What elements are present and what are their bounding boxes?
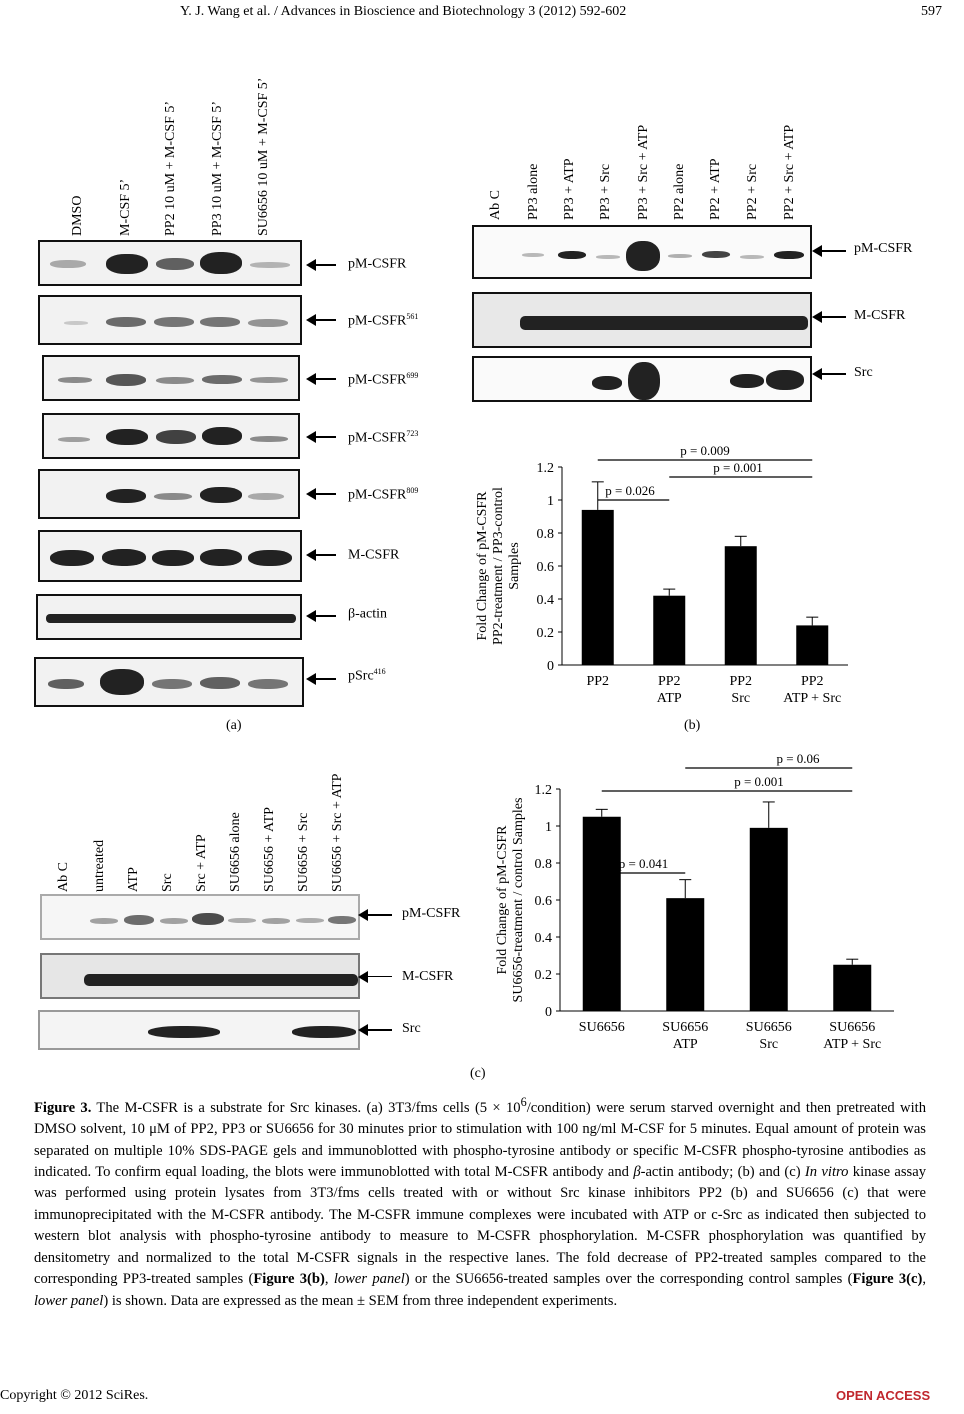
p-value-label: p = 0.026 bbox=[605, 483, 655, 498]
x-tick-label: ATP bbox=[672, 1037, 698, 1052]
page-number: 597 bbox=[921, 4, 942, 19]
lane-label: Src + ATP bbox=[194, 834, 209, 892]
bar bbox=[796, 625, 828, 665]
arrow-indicator bbox=[312, 554, 336, 556]
western-blot-beta-actin bbox=[36, 594, 302, 640]
blot-label: M-CSFR bbox=[348, 547, 400, 563]
y-tick-label: 0.4 bbox=[536, 593, 554, 608]
lane-label: PP2 + ATP bbox=[708, 158, 723, 220]
blot-label: β-actin bbox=[348, 606, 387, 622]
caption-italic: In vitro bbox=[804, 1164, 849, 1181]
running-header bbox=[0, 4, 964, 24]
copyright-notice: Copyright © 2012 SciRes. bbox=[0, 1388, 149, 1403]
western-blot-pm-csfr bbox=[38, 240, 302, 286]
y-axis-label: Fold Change of pM-CSFR bbox=[475, 491, 490, 641]
lane-label: PP3 alone bbox=[526, 163, 541, 220]
blot-label: Src bbox=[854, 365, 873, 380]
blot-label: pM-CSFR bbox=[854, 241, 913, 256]
y-tick-label: 0.8 bbox=[534, 857, 552, 872]
caption-italic: β bbox=[633, 1164, 641, 1181]
y-axis-label: Fold Change of pM-CSFR bbox=[495, 825, 510, 975]
caption-text: , bbox=[922, 1271, 926, 1288]
caption-text: -actin antibody; (b) and (c) bbox=[640, 1164, 805, 1181]
lane-label: PP2 + Src bbox=[745, 163, 760, 220]
x-tick-label: PP2 bbox=[657, 674, 681, 689]
y-tick-label: 1 bbox=[545, 820, 552, 835]
blot-label: pM-CSFR$^{809}$ bbox=[348, 486, 419, 503]
x-tick-label: ATP + Src bbox=[783, 691, 842, 706]
y-tick-label: 0.2 bbox=[534, 968, 552, 983]
arrow-indicator bbox=[312, 436, 336, 438]
western-blot-src bbox=[38, 1010, 360, 1050]
arrow-indicator bbox=[312, 493, 336, 495]
blot-label: M-CSFR bbox=[402, 969, 454, 984]
arrow-indicator bbox=[818, 373, 846, 375]
western-blot-pm-csfr-699 bbox=[42, 355, 300, 401]
x-tick-label: SU6656 bbox=[578, 1020, 625, 1035]
lane-label: ATP bbox=[126, 867, 141, 892]
lane-label: Src bbox=[160, 873, 175, 892]
x-tick-label: ATP bbox=[656, 691, 682, 706]
lane-label: PP3 + ATP bbox=[562, 158, 577, 220]
western-blot-pm-csfr-561 bbox=[38, 295, 302, 345]
blot-label: pSrc$^{416}$ bbox=[348, 667, 386, 684]
p-value-label: p = 0.06 bbox=[776, 751, 820, 766]
blot-label: pM-CSFR bbox=[348, 256, 407, 272]
lane-label: PP2 10 uM + M-CSF 5’ bbox=[163, 100, 178, 236]
bar bbox=[666, 898, 704, 1011]
panel-label-b: (b) bbox=[684, 718, 701, 733]
bar bbox=[653, 596, 685, 665]
arrow-indicator bbox=[364, 1029, 392, 1031]
p-value-label: p = 0.041 bbox=[618, 856, 669, 871]
x-tick-label: ATP + Src bbox=[823, 1037, 882, 1052]
lane-label: PP3 + Src bbox=[598, 163, 613, 220]
panel-label-a: (a) bbox=[226, 718, 242, 733]
lane-label: SU6656 + Src + ATP bbox=[330, 773, 345, 892]
x-tick-label: PP2 bbox=[729, 674, 753, 689]
lane-label: SU6656 + Src bbox=[296, 812, 311, 892]
y-axis-label: PP2-treatment / PP3-control bbox=[491, 487, 506, 645]
blot-label: pM-CSFR$^{699}$ bbox=[348, 371, 419, 388]
caption-text: kinase assay was performed using protein lysates from 3T3/fms cells treated with or without Src kinase inhibitors PP2 (b) and SU6656 (c) that were immunoprecipitated with the M-CSFR antibody. The M-CSFR immune complexes were incubated with ATP or c-Src as indicated then subjected to western blot analysis with phospho-tyrosine antibody to measure to M-CSFR phosphorylation. M-CSFR phosphorylation was quantified by densitometry and normalized to the total M-CSFR signals in the respective lanes. The fold decrease of PP2-treated samples compared to the corresponding PP3-treated samples ( bbox=[34, 1164, 927, 1288]
y-tick-label: 1.2 bbox=[534, 783, 552, 798]
running-title: Y. J. Wang et al. / Advances in Bioscience and Biotechnology 3 (2012) 592-602 bbox=[180, 4, 627, 19]
caption-text: /condition) were serum starved overnight and then pretreated with DMSO solvent, 10 μM of PP2, PP3 or SU6656 for 30 minutes prior to stimulation with 100 ng/ml M-CSF for 5 minutes. Equal amount of protein was separated on multiple 10% SDS-PAGE gels and immunoblotted with phospho-tyrosine antibody or specific M-CSFR phospho-tyrosine antibodies as indicated. To confirm equal loading, the blots were immunoblotted with total M-CSFR antibody and bbox=[34, 1099, 926, 1181]
western-blot-psrc-416 bbox=[34, 657, 304, 707]
y-tick-label: 0.2 bbox=[536, 626, 554, 641]
lane-label: DMSO bbox=[70, 195, 85, 236]
y-tick-label: 0.8 bbox=[536, 527, 554, 542]
caption-superscript: 6 bbox=[520, 1095, 527, 1109]
x-tick-label: Src bbox=[759, 1037, 779, 1052]
bar-chart-c bbox=[480, 745, 920, 1057]
lane-label: M-CSF 5’ bbox=[118, 178, 133, 236]
bar-chart-b bbox=[462, 425, 902, 715]
bar bbox=[582, 510, 614, 665]
bar bbox=[833, 965, 871, 1011]
y-tick-label: 0 bbox=[547, 659, 554, 674]
western-blot-pm-csfr bbox=[472, 225, 812, 279]
bar bbox=[750, 828, 788, 1011]
x-tick-label: SU6656 bbox=[829, 1020, 876, 1035]
western-blot-m-csfr bbox=[472, 292, 812, 348]
y-tick-label: 1.2 bbox=[536, 461, 554, 476]
lane-label: untreated bbox=[92, 839, 107, 892]
arrow-indicator bbox=[364, 914, 392, 916]
figure-reference: Figure 3(c) bbox=[852, 1271, 923, 1288]
caption-italic: lower panel bbox=[333, 1271, 405, 1288]
lane-label: Ab C bbox=[56, 862, 71, 892]
blot-label: pM-CSFR$^{561}$ bbox=[348, 312, 419, 329]
x-tick-label: PP2 bbox=[586, 674, 610, 689]
bar bbox=[583, 817, 621, 1011]
p-value-label: p = 0.001 bbox=[734, 774, 784, 789]
caption-text: The M-CSFR is a substrate for Src kinases. (a) 3T3/fms cells (5 × 10 bbox=[91, 1099, 521, 1116]
y-tick-label: 1 bbox=[547, 494, 554, 509]
figure-reference: Figure 3(b) bbox=[253, 1271, 325, 1288]
y-axis-label: SU6656-treatment / control Samples bbox=[511, 797, 526, 1003]
arrow-indicator bbox=[312, 264, 336, 266]
blot-label: Src bbox=[402, 1021, 421, 1036]
blot-label: M-CSFR bbox=[854, 308, 906, 323]
figure-caption bbox=[34, 1092, 926, 1312]
arrow-indicator bbox=[312, 319, 336, 321]
x-tick-label: SU6656 bbox=[662, 1020, 709, 1035]
arrow-indicator bbox=[818, 316, 846, 318]
panel-label-c: (c) bbox=[470, 1066, 486, 1081]
x-tick-label: SU6656 bbox=[745, 1020, 792, 1035]
blot-label: pM-CSFR$^{723}$ bbox=[348, 429, 419, 446]
western-blot-src bbox=[472, 356, 812, 402]
arrow-indicator bbox=[818, 250, 846, 252]
lane-label: Ab C bbox=[488, 190, 503, 220]
caption-text: , bbox=[324, 1271, 334, 1288]
western-blot-m-csfr bbox=[40, 953, 360, 999]
lane-label: PP3 10 uM + M-CSF 5’ bbox=[210, 100, 225, 236]
y-tick-label: 0.6 bbox=[534, 894, 552, 909]
western-blot-pm-csfr-809 bbox=[38, 469, 300, 519]
blot-label: pM-CSFR bbox=[402, 906, 461, 921]
arrow-indicator bbox=[312, 378, 336, 380]
western-blot-pm-csfr bbox=[40, 894, 360, 940]
arrow-indicator bbox=[364, 976, 392, 977]
figure-label: Figure 3. bbox=[34, 1099, 92, 1116]
arrow-indicator bbox=[312, 615, 336, 617]
x-tick-label: Src bbox=[731, 691, 751, 706]
lane-label: SU6656 alone bbox=[228, 812, 243, 892]
arrow-indicator bbox=[312, 678, 336, 680]
bar bbox=[725, 546, 757, 665]
x-tick-label: PP2 bbox=[800, 674, 824, 689]
lane-label: PP2 + Src + ATP bbox=[782, 124, 797, 220]
p-value-label: p = 0.009 bbox=[680, 443, 730, 458]
open-access-label: OPEN ACCESS bbox=[836, 1388, 931, 1403]
y-tick-label: 0 bbox=[545, 1005, 552, 1020]
p-value-label: p = 0.001 bbox=[713, 460, 763, 475]
lane-label: PP2 alone bbox=[672, 163, 687, 220]
y-tick-label: 0.6 bbox=[536, 560, 554, 575]
caption-italic: lower panel bbox=[34, 1292, 104, 1309]
lane-label: SU6656 + ATP bbox=[262, 807, 277, 892]
western-blot-m-csfr bbox=[38, 530, 302, 582]
caption-text: ) is shown. Data are expressed as the mean ± SEM from three independent experiments. bbox=[103, 1292, 618, 1309]
y-axis-label: Samples bbox=[507, 542, 522, 590]
caption-text: ) or the SU6656-treated samples over the corresponding control samples ( bbox=[404, 1271, 853, 1288]
lane-label: PP3 + Src + ATP bbox=[636, 124, 651, 220]
y-tick-label: 0.4 bbox=[534, 931, 552, 946]
lane-label: SU6656 10 uM + M-CSF 5’ bbox=[256, 77, 271, 236]
western-blot-pm-csfr-723 bbox=[42, 413, 300, 459]
